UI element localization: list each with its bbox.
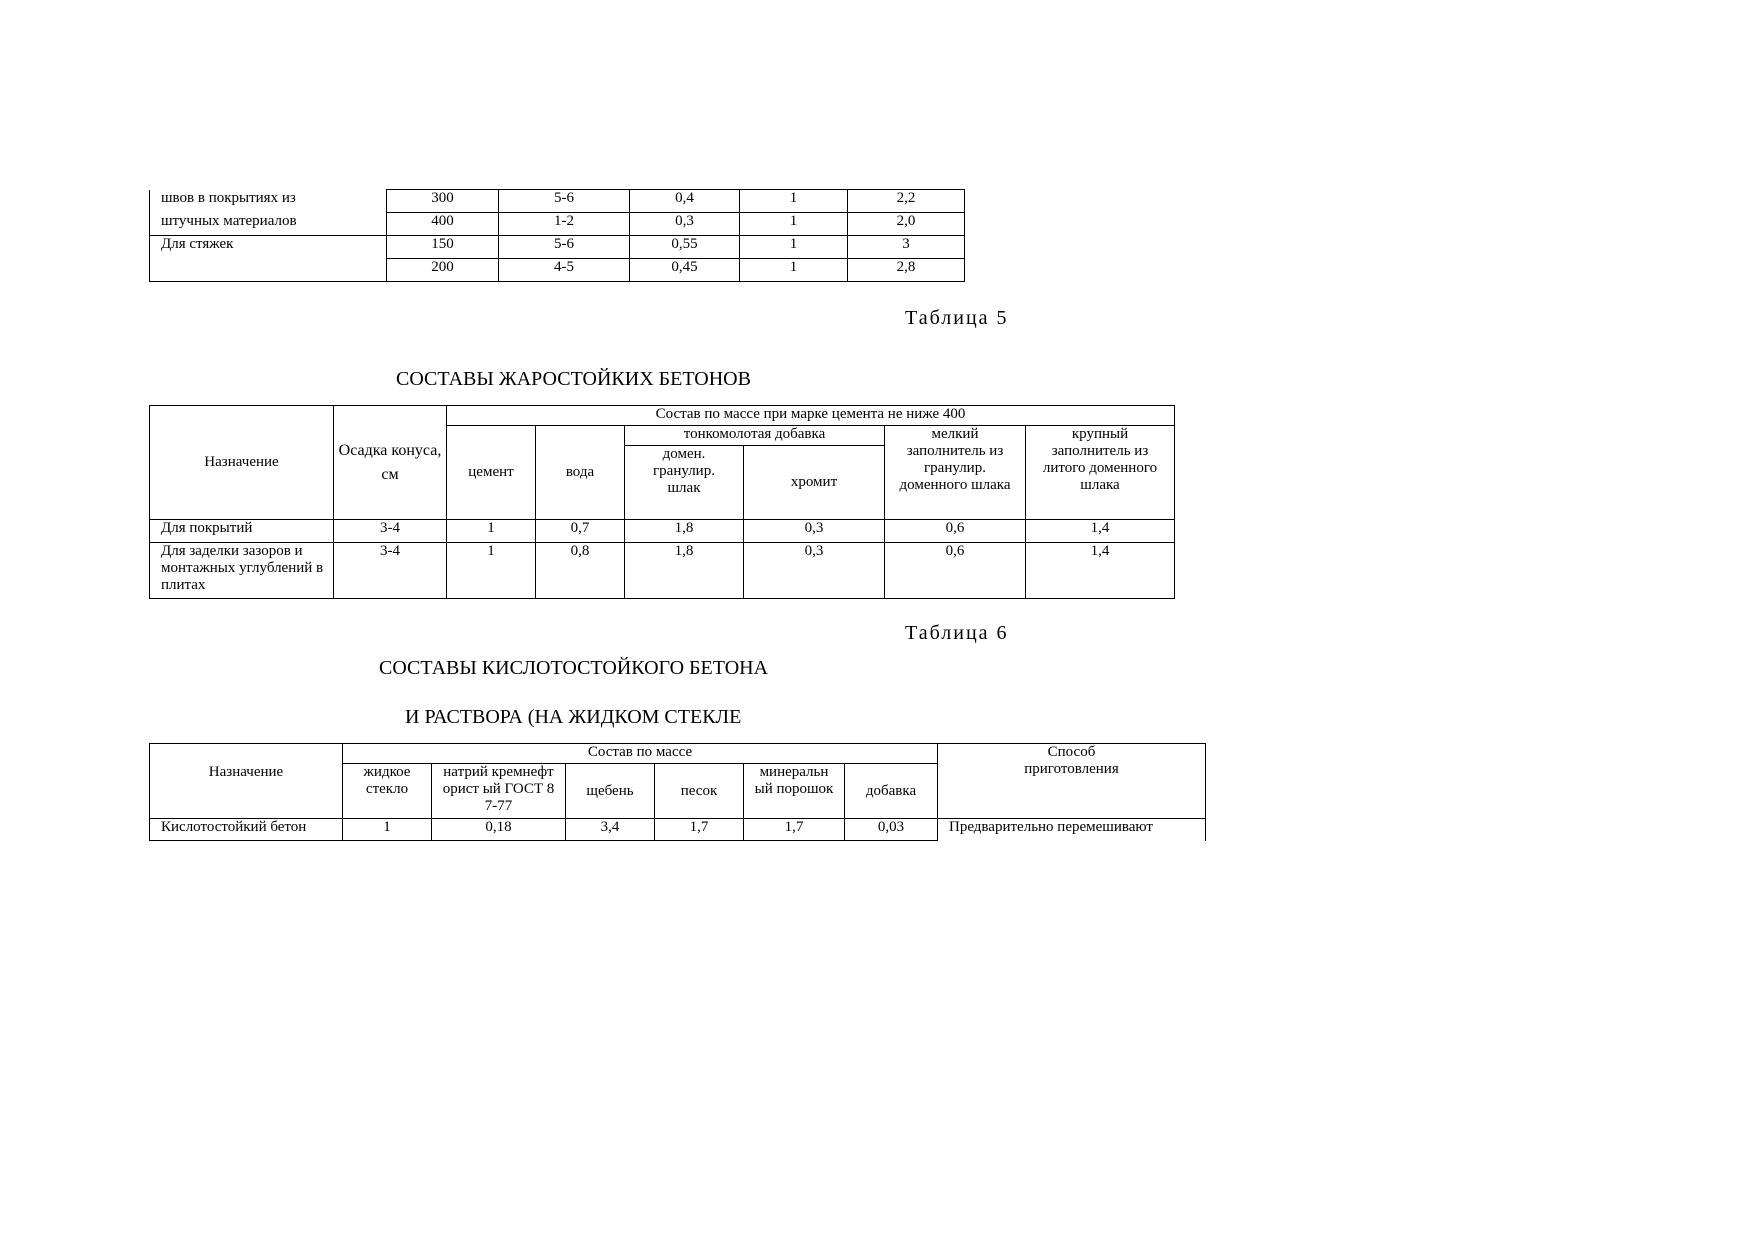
table-cell: 0,3 (744, 520, 885, 543)
table-cell: 0,7 (536, 520, 625, 543)
row-label: Для покрытий (150, 520, 334, 543)
table-cell: 2,0 (848, 213, 965, 236)
table-cell: 1,7 (655, 819, 744, 841)
table-row (150, 819, 1206, 841)
table-cell: 1 (740, 236, 848, 259)
header-sand: песок (655, 764, 744, 819)
table-cell: 150 (387, 236, 499, 259)
row-label (150, 259, 387, 282)
table6-title-line1: СОСТАВЫ КИСЛОТОСТОЙКОГО БЕТОНА (379, 657, 769, 679)
table6-title-line2: И РАСТВОРА (НА ЖИДКОМ СТЕКЛЕ (405, 706, 742, 728)
header-gravel: щебень (566, 764, 655, 819)
table5-caption: Таблица 5 (905, 307, 1009, 329)
header-sodium: натрий кремнефторист ый ГОСТ 87-77 (432, 764, 566, 819)
row-label: швов в покрытиях из (150, 190, 387, 213)
table-cell: 1,8 (625, 520, 744, 543)
header-water: вода (536, 426, 625, 520)
table-cell: 1,8 (625, 543, 744, 599)
header-method: Способ приготовления (938, 744, 1206, 819)
table-cell: 0,6 (885, 543, 1026, 599)
row-label: Для стяжек (150, 236, 387, 259)
table-cell: 0,3 (744, 543, 885, 599)
table-cell: 1,7 (744, 819, 845, 841)
table-header-row (150, 406, 1175, 426)
table-cell: 5-6 (499, 190, 630, 213)
table-cell: 1 (447, 520, 536, 543)
table-cell: 0,18 (432, 819, 566, 841)
table-row (150, 236, 965, 259)
table-cell: 1,4 (1026, 520, 1175, 543)
header-coarse-aggregate: крупный заполнитель из литого доменного шлака (1026, 426, 1175, 520)
table-header-row (150, 744, 1206, 764)
header-fine-aggregate: мелкий заполнитель из гранулир. доменного шлака (885, 426, 1026, 520)
header-composition: Состав по массе при марке цемента не ниже 400 (447, 406, 1175, 426)
table-cell: 2,2 (848, 190, 965, 213)
table-cell: 1 (740, 190, 848, 213)
table-cell: 0,6 (885, 520, 1026, 543)
row-label: Кислотостойкий бетон (150, 819, 343, 841)
table-cell: 3,4 (566, 819, 655, 841)
table-cell: 3-4 (334, 543, 447, 599)
table-cell: 0,8 (536, 543, 625, 599)
table-cell: 3 (848, 236, 965, 259)
table-cell: 3-4 (334, 520, 447, 543)
table-cell: 300 (387, 190, 499, 213)
header-additive: добавка (845, 764, 938, 819)
table6-caption: Таблица 6 (905, 622, 1009, 644)
table-cell: 0,4 (630, 190, 740, 213)
row-label: Для заделки зазоров и монтажных углублений в плитах (150, 543, 334, 599)
table-cell: 1 (447, 543, 536, 599)
table5-title: СОСТАВЫ ЖАРОСТОЙКИХ БЕТОНОВ (396, 368, 751, 390)
table-cell: 400 (387, 213, 499, 236)
table-cell: 1 (740, 259, 848, 282)
table-cell: 0,45 (630, 259, 740, 282)
header-fine-additive: тонкомолотая добавка (625, 426, 885, 446)
header-chromite: хромит (744, 446, 885, 520)
header-cement: цемент (447, 426, 536, 520)
header-slag: домен. гранулир. шлак (625, 446, 744, 520)
header-purpose: Назначение (150, 744, 343, 819)
row-label: штучных материалов (150, 213, 387, 236)
table-row (150, 259, 965, 282)
table-cell: 1,4 (1026, 543, 1175, 599)
table-cell: 200 (387, 259, 499, 282)
row-method: Предварительно перемешивают (938, 819, 1206, 841)
table6 (149, 743, 1206, 841)
table5 (149, 405, 1175, 599)
table-cell: 1 (343, 819, 432, 841)
table4-continuation (149, 189, 965, 282)
table-cell: 5-6 (499, 236, 630, 259)
header-purpose: Назначение (150, 406, 334, 520)
table-row (150, 543, 1175, 599)
table-cell: 4-5 (499, 259, 630, 282)
header-composition: Состав по массе (343, 744, 938, 764)
header-mineral: минеральн ый порошок (744, 764, 845, 819)
table-cell: 1-2 (499, 213, 630, 236)
header-liquid-glass: жидкое стекло (343, 764, 432, 819)
table-cell: 0,55 (630, 236, 740, 259)
table-row (150, 190, 965, 213)
table-cell: 0,3 (630, 213, 740, 236)
table-row (150, 520, 1175, 543)
table-cell: 1 (740, 213, 848, 236)
header-slump: Осадка конуса, см (334, 406, 447, 520)
table-cell: 0,03 (845, 819, 938, 841)
table-row (150, 213, 965, 236)
table-cell: 2,8 (848, 259, 965, 282)
